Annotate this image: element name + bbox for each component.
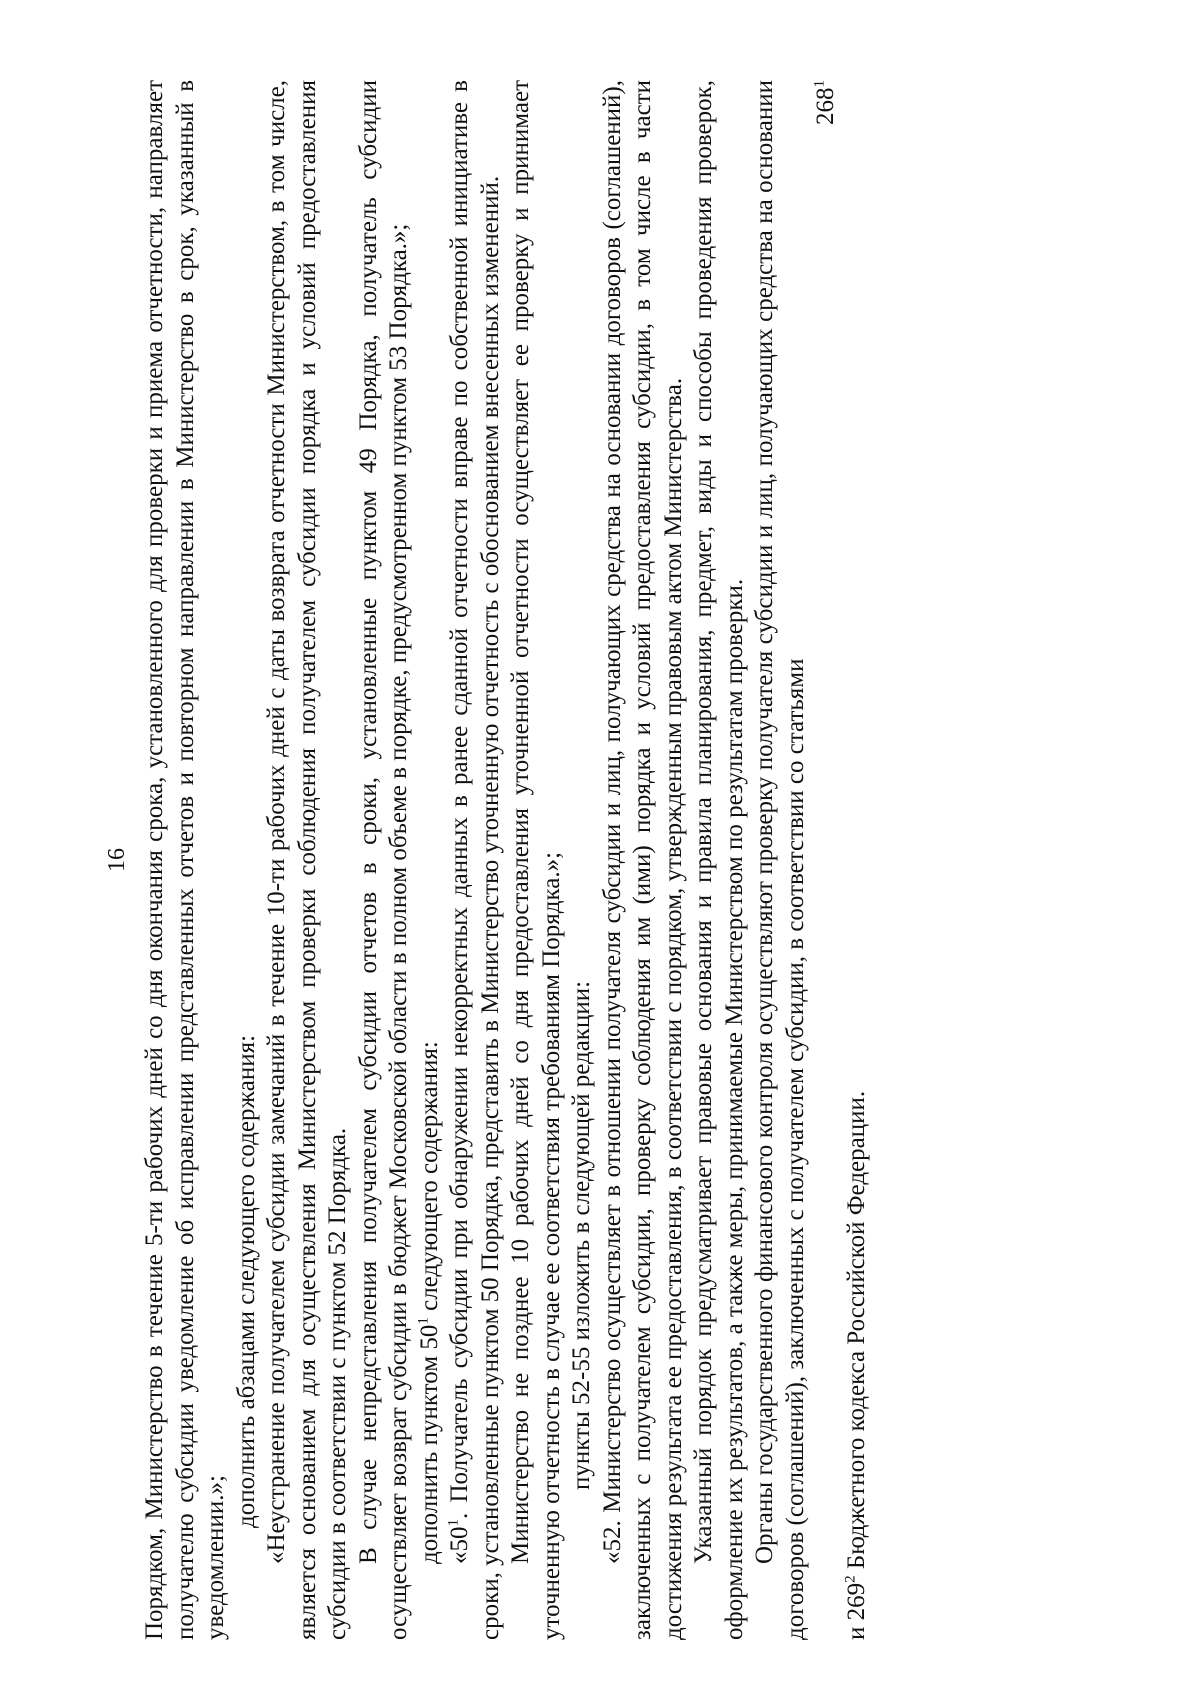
- paragraph: дополнить абзацами следующего содержания:: [232, 1034, 260, 1528]
- text-run: дополнить пунктом 50: [415, 1324, 443, 1564]
- text-run: следующего содержания:: [415, 1041, 443, 1318]
- superscript: 1: [415, 1317, 432, 1325]
- document-body: [140, 80, 872, 1640]
- superscript: 2: [842, 1575, 859, 1583]
- paragraph: [415, 80, 446, 1640]
- paragraph: Органы государственного финансового контроля осуществляют проверку получателя субсидии и лиц, получающих средства на основании договоров (соглашений), заключенных с получателем субсидии, в соответствии со статьями: [751, 80, 809, 1640]
- paragraph: «52. Министерство осуществляет в отношении получателя субсидии и лиц, получающих средства на основании договоров (соглашений), заключенных с получателем субсидии, проверку соблюдения им (ими) порядка и условий предоставления субсидии, в том числе в части достижения результата ее предоставления, в соответствии с порядком, утвержденным правовым актом Министерства.: [598, 80, 687, 1640]
- text-run: «50: [446, 1526, 473, 1564]
- paragraph: «Неустранение получателем субсидии замечаний в течение 10-ти рабочих дней с даты возврата отчетности Министерством, в том числе, является основанием для осуществления Министерством проверки соблюдения получателем субсидии порядка и условий предоставления субсидии в соответствии с пунктом 52 Порядка.: [263, 80, 351, 1640]
- page-number: 16: [104, 848, 130, 872]
- rotated-page: [100, 80, 980, 1640]
- paragraph: пункты 52-55 изложить в следующей редакции:: [568, 980, 595, 1490]
- text-run: . Получатель субсидии при обнаружении некорректных данных в ранее сданной отчетности вправе по собственной инициативе в сроки, установленные пунктом 50 Порядка, представить в Министерство уточненную отчетность с обоснованием внесенных изменений.: [446, 80, 504, 1640]
- superscript: 1: [811, 80, 828, 88]
- text-run: 268: [812, 87, 839, 125]
- paragraph: Порядком, Министерство в течение 5-ти рабочих дней со дня окончания срока, установленного для проверки и приема отчетности, направляет получателю субсидии уведомление об исправлении представленных отчетов и повторном направлении в Министерство в срок, указанный в уведомлении.»;: [141, 80, 229, 1640]
- text-run: Бюджетного кодекса Российской Федерации.: [842, 1090, 870, 1576]
- paragraph: Министерство не позднее 10 рабочих дней со дня предоставления уточненной отчетности осуществляет ее проверку и принимает уточненную отчетность в случае ее соответствия требованиям Порядка.»;: [507, 80, 565, 1640]
- paragraph: [842, 80, 873, 1640]
- superscript: 1: [445, 1519, 462, 1527]
- article-number: [811, 80, 842, 1640]
- text-run: и 269: [842, 1582, 870, 1640]
- paragraph: [445, 80, 506, 1640]
- paragraph: В случае непредставления получателем субсидии отчетов в сроки, установленные пунктом 49 Порядка, получатель субсидии осуществляет возврат субсидии в бюджет Московской области в полном объеме в порядке, предусмотренном пунктом 53 Порядка.»;: [354, 80, 412, 1640]
- paragraph: Указанный порядок предусматривает правовые основания и правила планирования, предмет, виды и способы проведения проверок, оформление их результатов, а также меры, принимаемые Министерством по результатам проверки.: [690, 80, 748, 1640]
